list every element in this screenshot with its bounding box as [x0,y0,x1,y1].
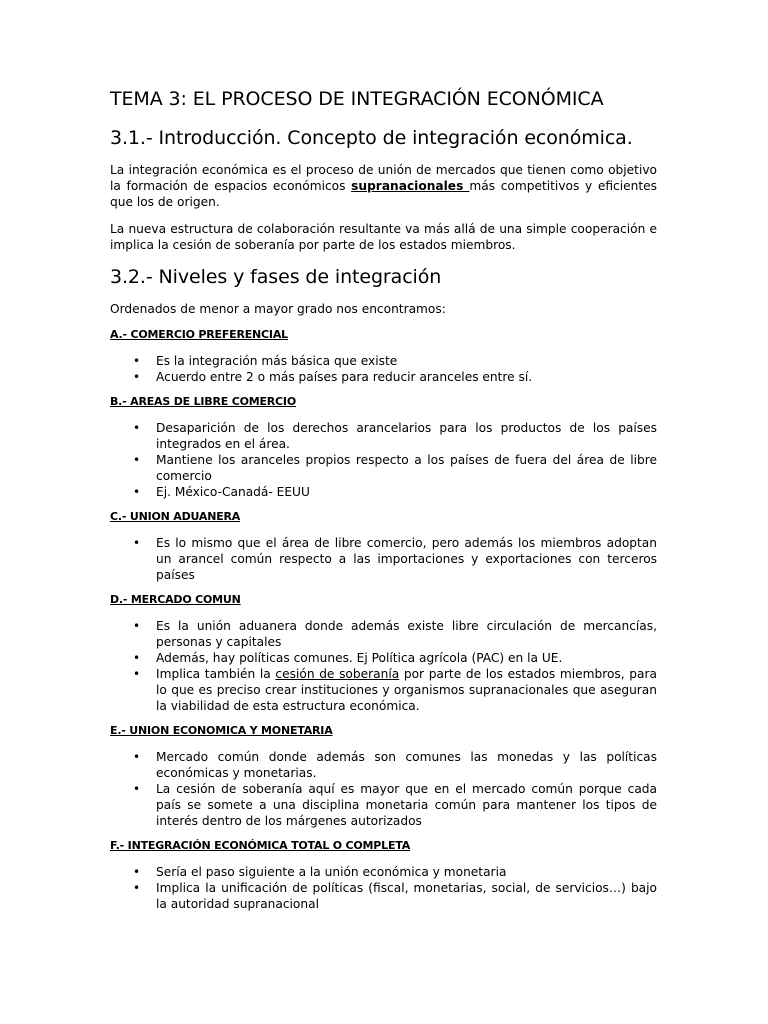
list-item: • Mercado común donde además son comunes las monedas y las políticas económicas y monetarias. [156,749,657,781]
list-item-text: por parte de los estados miembros, para lo que es preciso crear instituciones y organismos supranacionales que aseguran la viabilidad de esta estructura económica. [156,667,657,713]
list-item: • Es la unión aduanera donde además existe libre circulación de mercancías, personas y capitales [156,618,657,650]
underlined-term-supranacionales: supranacionales [351,179,470,193]
list-item: • Es lo mismo que el área de libre comercio, pero además los miembros adoptan un arancel común respecto a las importaciones y exportaciones con terceros países [156,535,657,583]
list-item: • Ej. México-Canadá- EEUU [156,484,657,500]
list-item: • Mantiene los aranceles propios respecto a los países de fuera del área de libre comercio [156,452,657,484]
list-comercio-preferencial [110,353,657,385]
list-item: • Implica la unificación de políticas (fiscal, monetarias, social, de servicios…) bajo la autoridad supranacional [156,880,657,912]
document-page [110,86,657,922]
list-item: • La cesión de soberanía aquí es mayor que en el mercado común porque cada país se somete a una disciplina monetaria común para mantener los tipos de interés dentro de los márgenes autorizados [156,781,657,829]
list-union-aduanera [110,535,657,583]
list-item: • Sería el paso siguiente a la unión económica y monetaria [156,864,657,880]
subheading-union-aduanera: C.- UNION ADUANERA [110,510,241,523]
document-title: TEMA 3: EL PROCESO DE INTEGRACIÓN ECONÓMICA [110,88,604,110]
subheading-union-economica-monetaria: E.- UNION ECONOMICA Y MONETARIA [110,724,333,737]
list-item: • Desaparición de los derechos arancelarios para los productos de los países integrados en el área. [156,420,657,452]
list-item-text: Implica también la [156,667,276,681]
subheading-mercado-comun: D.- MERCADO COMUN [110,593,241,606]
paragraph-soberania: La nueva estructura de colaboración resultante va más allá de una simple cooperación e implica la cesión de soberanía por parte de los estados miembros. [110,222,657,252]
list-areas-libre-comercio [110,420,657,500]
subheading-comercio-preferencial: A.- COMERCIO PREFERENCIAL [110,328,288,341]
list-integracion-total [110,864,657,912]
list-item: • Acuerdo entre 2 o más países para reducir aranceles entre sí. [156,369,657,385]
list-mercado-comun [110,618,657,714]
paragraph-text: más competitivos y eficientes que los de origen. [110,179,657,209]
section-heading-niveles: 3.2.- Niveles y fases de integración [110,266,442,288]
section-heading-introduccion: 3.1.- Introducción. Concepto de integración económica. [110,127,633,149]
list-union-economica-monetaria [110,749,657,829]
list-item [156,666,657,714]
list-item: • Es la integración más básica que existe [156,353,657,369]
paragraph-definition [110,162,657,210]
list-item: • Además, hay políticas comunes. Ej Política agrícola (PAC) en la UE. [156,650,657,666]
underlined-term-cesion-soberania: cesión de soberanía [275,667,400,681]
subheading-areas-libre-comercio: B.- AREAS DE LIBRE COMERCIO [110,395,296,408]
paragraph-intro-niveles: Ordenados de menor a mayor grado nos encontramos: [110,302,446,316]
subheading-integracion-total: F.- INTEGRACIÓN ECONÓMICA TOTAL O COMPLETA [110,839,411,852]
paragraph-text: La integración económica es el proceso de unión de mercados que tienen como objetivo la formación de espacios económicos [110,163,657,193]
